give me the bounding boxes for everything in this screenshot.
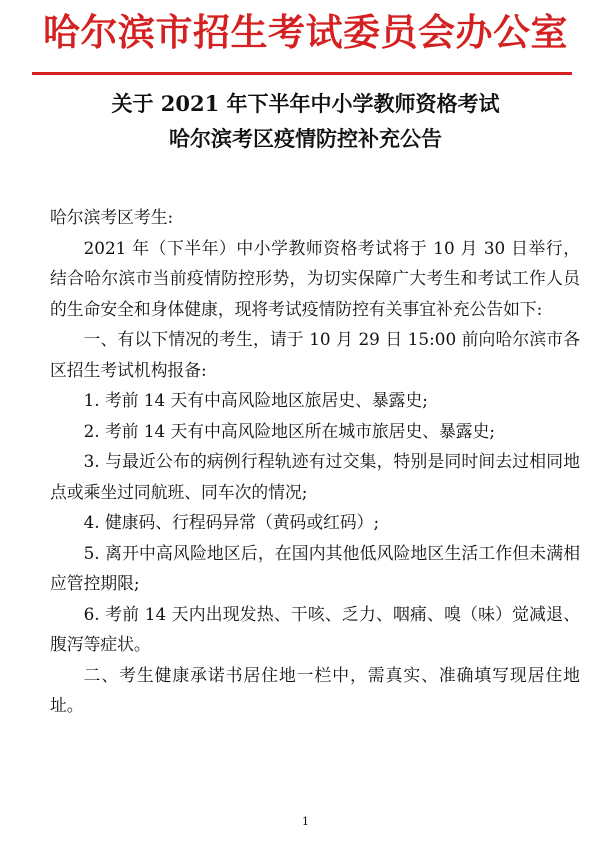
letterhead-divider xyxy=(32,72,572,75)
list-item: 6. 考前 14 天内出现发热、干咳、乏力、咽痛、嗅（味）觉减退、腹泻等症状。 xyxy=(50,603,580,654)
salutation: 哈尔滨考区考生: xyxy=(50,207,174,227)
list-item: 2. 考前 14 天有中高风险地区所在城市旅居史、暴露史; xyxy=(83,420,496,441)
document-title-line-1: 关于 2021 年下半年中小学教师资格考试 xyxy=(111,91,500,116)
page-number: 1 xyxy=(302,815,309,828)
list-item: 5. 离开中高风险地区后，在国内其他低风险地区生活工作但未满相应管控期限; xyxy=(50,542,580,593)
intro-paragraph: 2021 年（下半年）中小学教师资格考试将于 10 月 30 日举行，结合哈尔滨市当前疫情防控形势，为切实保障广大考生和考试工作人员的生命安全和身体健康，现将考试疫情防控有关事宜补充公告如下: xyxy=(50,237,580,319)
document-title-line-2: 哈尔滨考区疫情防控补充公告 xyxy=(169,126,442,151)
section-one-heading: 一、有以下情况的考生，请于 10 月 29 日 15:00 前向哈尔滨市各区招生考试机构报备: xyxy=(50,329,580,380)
list-item: 1. 考前 14 天有中高风险地区旅居史、暴露史; xyxy=(83,390,428,410)
list-item: 3. 与最近公布的病例行程轨迹有过交集，特别是同时间去过相同地点或乘坐过同航班、同车次的情况; xyxy=(50,451,580,502)
letterhead-org-name: 哈尔滨市招生考试委员会办公室 xyxy=(43,11,568,54)
section-two-paragraph: 二、考生健康承诺书居住地一栏中，需真实、准确填写现居住地址。 xyxy=(50,664,580,715)
document-body xyxy=(50,202,580,721)
list-item: 4. 健康码、行程码异常（黄码或红码）; xyxy=(83,512,380,532)
